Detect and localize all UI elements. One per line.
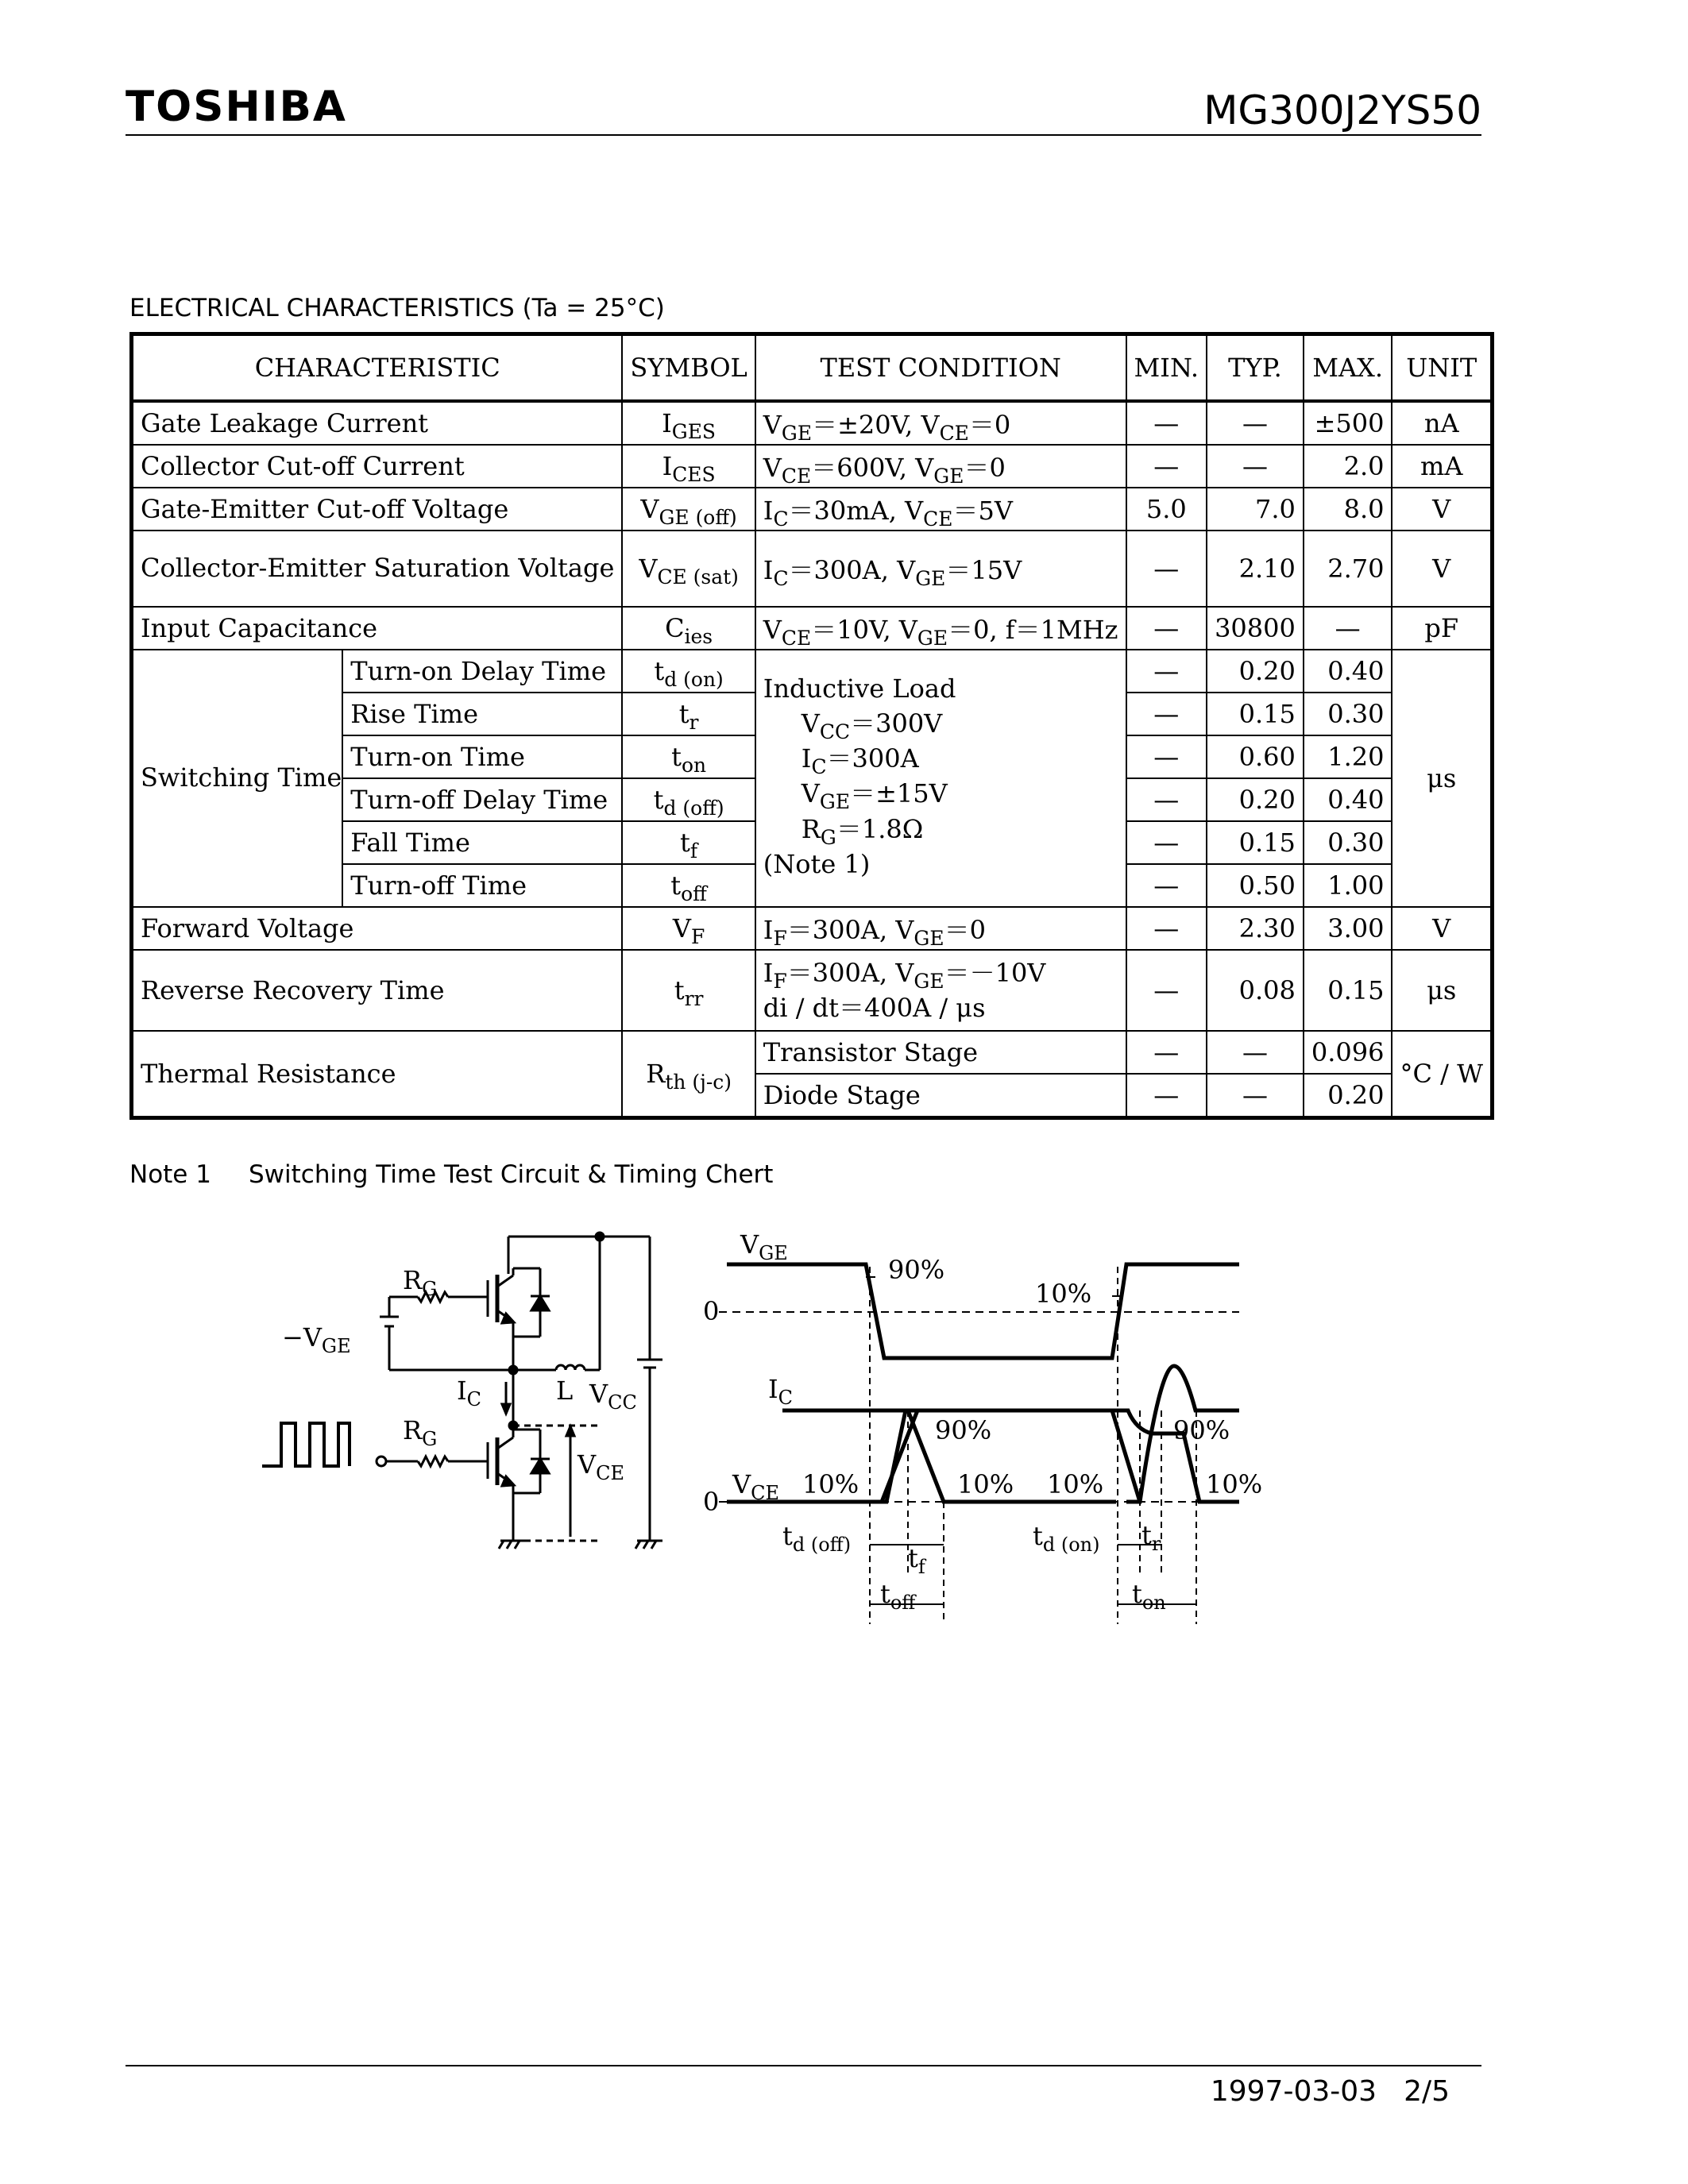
tdon-label: $t_{d (on)}$ xyxy=(1033,1521,1100,1556)
max-value: 0.20 xyxy=(1304,1074,1393,1118)
max-value: 0.15 xyxy=(1304,950,1393,1031)
vce-timing-label: $V_{CE}$ xyxy=(732,1469,779,1504)
typ-value: — xyxy=(1207,1031,1304,1074)
max-value: 2.0 xyxy=(1304,445,1393,488)
min-value: — xyxy=(1126,1031,1207,1074)
zero-bottom-label: 0 xyxy=(703,1487,720,1517)
max-value: 0.40 xyxy=(1304,650,1393,693)
ic-10-right-label: 10% xyxy=(1047,1469,1104,1499)
max-value: 0.40 xyxy=(1304,778,1393,821)
characteristic-name: Turn-on Delay Time xyxy=(342,650,622,693)
switching-time-group-label: Switching Time xyxy=(132,650,343,907)
ic-90-left-label: 90% xyxy=(935,1415,992,1445)
timing-labels xyxy=(703,1229,1262,1614)
vge-10-label: 10% xyxy=(1035,1279,1092,1309)
characteristic-name: Thermal Resistance xyxy=(132,1031,623,1118)
toshiba-logo: TOSHIBA xyxy=(126,83,347,131)
characteristic-name: Gate Leakage Current xyxy=(132,401,623,445)
symbol: $V_F$ xyxy=(622,907,755,950)
max-value: — xyxy=(1304,607,1393,650)
typ-value: 0.50 xyxy=(1207,864,1304,907)
characteristic-name: Reverse Recovery Time xyxy=(132,950,623,1031)
min-value: — xyxy=(1126,735,1207,778)
test-condition: $I_F=300A$, $V_{GE}=-10V$ di / dt＝400A / μs xyxy=(755,950,1126,1031)
ic-label: $I_C$ xyxy=(457,1376,482,1410)
vce-10-right-label: 10% xyxy=(1206,1469,1263,1499)
min-value: — xyxy=(1126,821,1207,864)
min-value: — xyxy=(1126,864,1207,907)
condition-line: $R_G=1.8\Omega$ xyxy=(801,813,924,849)
footer-date: 1997-03-03 xyxy=(1210,2075,1377,2108)
vce-10-label: 10% xyxy=(802,1469,859,1499)
max-value: 1.00 xyxy=(1304,864,1393,907)
unit: μs xyxy=(1392,650,1492,907)
symbol: $C_{ies}$ xyxy=(622,607,755,650)
test-condition: $V_{CE}=600V$, $V_{GE}=0$ xyxy=(755,445,1126,488)
min-value: — xyxy=(1126,650,1207,693)
condition-line: $I_C=300A$ xyxy=(801,743,919,779)
toff-label: $t_{off}$ xyxy=(880,1579,916,1614)
typ-value: 2.30 xyxy=(1207,907,1304,950)
max-value: 0.30 xyxy=(1304,821,1393,864)
min-value: 5.0 xyxy=(1126,488,1207,531)
condition-line: $V_{GE}=\pm 15V$ xyxy=(801,778,948,814)
characteristic-name: Turn-off Delay Time xyxy=(342,778,622,821)
max-value: ±500 xyxy=(1304,401,1393,445)
neg-vge-label: $-V_{GE}$ xyxy=(282,1322,351,1357)
symbol: $t_{rr}$ xyxy=(622,950,755,1031)
condition-note: (Note 1) xyxy=(763,848,871,879)
condition-line: $V_{CC}=300V$ xyxy=(801,708,943,744)
min-value: — xyxy=(1126,607,1207,650)
test-condition: $I_C=30mA$, $V_{CE}=5V$ xyxy=(755,488,1126,531)
col-symbol: SYMBOL xyxy=(622,334,755,402)
test-condition: Diode Stage xyxy=(755,1074,1126,1118)
characteristic-name: Collector Cut-off Current xyxy=(132,445,623,488)
characteristic-name: Collector-Emitter Saturation Voltage xyxy=(132,531,623,607)
min-value: — xyxy=(1126,778,1207,821)
symbol: $I_{CES}$ xyxy=(622,445,755,488)
test-condition: $I_C=300A$, $V_{GE}=15V$ xyxy=(755,531,1126,607)
typ-value: 0.15 xyxy=(1207,693,1304,735)
col-max: MAX. xyxy=(1304,334,1393,402)
characteristic-name: Turn-on Time xyxy=(342,735,622,778)
ic-timing-label: $I_C$ xyxy=(768,1374,794,1409)
rg-top-label: $R_G$ xyxy=(403,1265,438,1300)
unit: °C / W xyxy=(1392,1031,1492,1118)
footer-rule xyxy=(126,2065,1481,2066)
min-value: — xyxy=(1126,950,1207,1031)
characteristic-name: Gate-Emitter Cut-off Voltage xyxy=(132,488,623,531)
symbol: $t_f$ xyxy=(622,821,755,864)
symbol: $V_{CE (sat)}$ xyxy=(622,531,755,607)
min-value: — xyxy=(1126,1074,1207,1118)
min-value: — xyxy=(1126,693,1207,735)
test-condition: Transistor Stage xyxy=(755,1031,1126,1074)
tr-label: $t_r$ xyxy=(1141,1520,1161,1555)
max-value: 8.0 xyxy=(1304,488,1393,531)
unit: V xyxy=(1392,488,1492,531)
typ-value: 30800 xyxy=(1207,607,1304,650)
symbol: $I_{GES}$ xyxy=(622,401,755,445)
unit: mA xyxy=(1392,445,1492,488)
typ-value: 0.20 xyxy=(1207,778,1304,821)
part-number: MG300J2YS50 xyxy=(1203,87,1481,133)
symbol: $t_r$ xyxy=(622,693,755,735)
typ-value: — xyxy=(1207,445,1304,488)
unit: V xyxy=(1392,531,1492,607)
footer xyxy=(1211,2075,1450,2108)
symbol: $t_{d (on)}$ xyxy=(622,650,755,693)
vcc-label: $V_{CC}$ xyxy=(589,1379,637,1414)
characteristic-name: Rise Time xyxy=(342,693,622,735)
max-value: 0.096 xyxy=(1304,1031,1393,1074)
col-unit: UNIT xyxy=(1392,334,1492,402)
col-characteristic: CHARACTERISTIC xyxy=(132,334,623,402)
vge-label: $V_{GE}$ xyxy=(740,1229,788,1264)
col-test-condition: TEST CONDITION xyxy=(755,334,1126,402)
test-condition: $V_{GE}=\pm 20V$, $V_{CE}=0$ xyxy=(755,401,1126,445)
typ-value: 0.08 xyxy=(1207,950,1304,1031)
unit: μs xyxy=(1392,950,1492,1031)
max-value: 2.70 xyxy=(1304,531,1393,607)
rg-bottom-label: $R_G$ xyxy=(403,1415,438,1450)
inductor-label: L xyxy=(556,1376,574,1406)
vge-90-label: 90% xyxy=(888,1255,945,1285)
tf-label: $t_f$ xyxy=(908,1543,925,1578)
symbol: $t_{d (off)}$ xyxy=(622,778,755,821)
characteristic-name: Input Capacitance xyxy=(132,607,623,650)
min-value: — xyxy=(1126,907,1207,950)
test-condition: $I_F=300A$, $V_{GE}=0$ xyxy=(755,907,1126,950)
symbol: $t_{on}$ xyxy=(622,735,755,778)
max-value: 1.20 xyxy=(1304,735,1393,778)
ton-label: $t_{on}$ xyxy=(1132,1579,1166,1614)
symbol: $V_{GE (off)}$ xyxy=(622,488,755,531)
tdoff-label: $t_{d (off)}$ xyxy=(782,1521,852,1556)
test-condition: $V_{CE}=10V$, $V_{GE}=0$, f＝1MHz xyxy=(755,607,1126,650)
condition-title: Inductive Load xyxy=(763,673,956,704)
typ-value: 7.0 xyxy=(1207,488,1304,531)
unit: pF xyxy=(1392,607,1492,650)
unit: nA xyxy=(1392,401,1492,445)
min-value: — xyxy=(1126,445,1207,488)
typ-value: 0.20 xyxy=(1207,650,1304,693)
min-value: — xyxy=(1126,531,1207,607)
characteristic-name: Turn-off Time xyxy=(342,864,622,907)
max-value: 0.30 xyxy=(1304,693,1393,735)
max-value: 3.00 xyxy=(1304,907,1393,950)
symbol: $t_{off}$ xyxy=(622,864,755,907)
typ-value: — xyxy=(1207,401,1304,445)
zero-top-label: 0 xyxy=(703,1296,720,1326)
typ-value: 2.10 xyxy=(1207,531,1304,607)
vce-label: $V_{CE}$ xyxy=(577,1449,624,1484)
col-typ: TYP. xyxy=(1207,334,1304,402)
characteristic-name: Fall Time xyxy=(342,821,622,864)
ic-10-label: 10% xyxy=(957,1469,1014,1499)
typ-value: — xyxy=(1207,1074,1304,1118)
col-min: MIN. xyxy=(1126,334,1207,402)
footer-page: 2/5 xyxy=(1404,2075,1450,2108)
ic-90-right-label: 90% xyxy=(1173,1415,1230,1445)
note-title: Switching Time Test Circuit & Timing Chert xyxy=(249,1160,774,1189)
symbol: $R_{th (j-c)}$ xyxy=(622,1031,755,1118)
section-title: ELECTRICAL CHARACTERISTICS (Ta = 25°C) xyxy=(129,294,665,322)
typ-value: 0.60 xyxy=(1207,735,1304,778)
typ-value: 0.15 xyxy=(1207,821,1304,864)
characteristic-name: Forward Voltage xyxy=(132,907,623,950)
min-value: — xyxy=(1126,401,1207,445)
note-label: Note 1 xyxy=(129,1160,211,1189)
unit: V xyxy=(1392,907,1492,950)
